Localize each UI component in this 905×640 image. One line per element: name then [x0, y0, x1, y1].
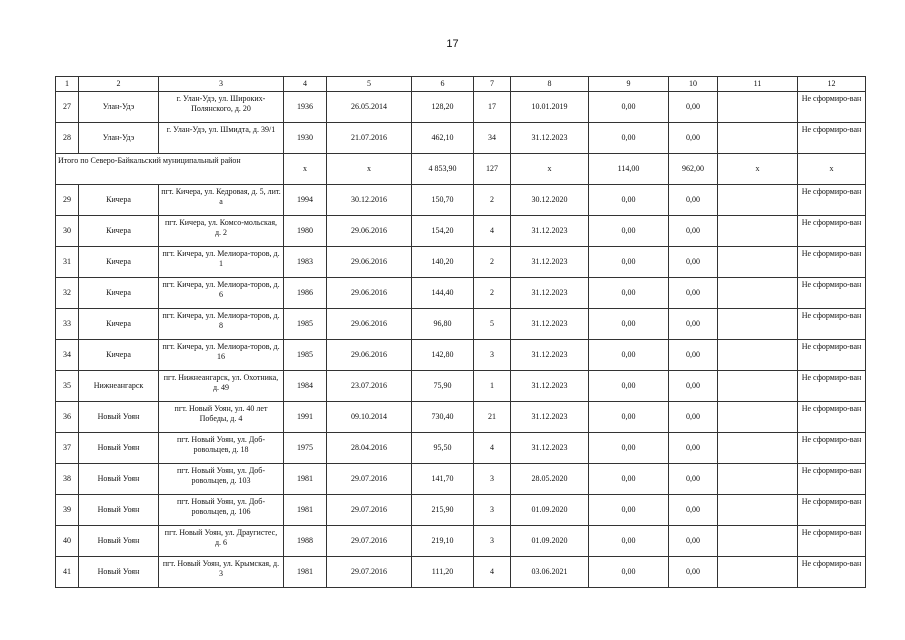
row-number: 27	[56, 92, 79, 123]
column-header: 11	[718, 77, 798, 92]
settlement-cell: Кичера	[79, 309, 159, 340]
settlement-cell: Новый Уоян	[79, 495, 159, 526]
date-cell: 29.06.2016	[327, 340, 412, 371]
subtotal-area: 4 853,90	[412, 154, 474, 185]
year-cell: 1984	[284, 371, 327, 402]
col11-cell	[718, 340, 798, 371]
subtotal-col11: x	[718, 154, 798, 185]
planned-date-cell: 30.12.2020	[511, 185, 589, 216]
residents-cell: 4	[474, 557, 511, 588]
status-cell: Не сформиро-ван	[798, 526, 866, 557]
subtotal-col9: 114,00	[589, 154, 669, 185]
col11-cell	[718, 247, 798, 278]
col9-cell: 0,00	[589, 402, 669, 433]
area-cell: 462,10	[412, 123, 474, 154]
col10-cell: 0,00	[669, 247, 718, 278]
status-cell: Не сформиро-ван	[798, 123, 866, 154]
address-cell: пгт. Нижнеангарск, ул. Охотника, д. 49	[159, 371, 284, 402]
address-cell: пгт. Новый Уоян, ул. Доб-ровольцев, д. 106	[159, 495, 284, 526]
residents-cell: 5	[474, 309, 511, 340]
residents-cell: 21	[474, 402, 511, 433]
date-cell: 29.06.2016	[327, 278, 412, 309]
row-number: 39	[56, 495, 79, 526]
residents-cell: 4	[474, 433, 511, 464]
area-cell: 141,70	[412, 464, 474, 495]
address-cell: г. Улан-Удэ, ул. Широких-Полянского, д. 20	[159, 92, 284, 123]
date-cell: 29.07.2016	[327, 557, 412, 588]
year-cell: 1981	[284, 495, 327, 526]
address-cell: пгт. Новый Уоян, ул. Доб-ровольцев, д. 103	[159, 464, 284, 495]
settlement-cell: Кичера	[79, 185, 159, 216]
area-cell: 215,90	[412, 495, 474, 526]
col11-cell	[718, 185, 798, 216]
area-cell: 95,50	[412, 433, 474, 464]
col10-cell: 0,00	[669, 185, 718, 216]
table-row	[56, 402, 866, 433]
table-row	[56, 247, 866, 278]
area-cell: 144,40	[412, 278, 474, 309]
column-header: 6	[412, 77, 474, 92]
col10-cell: 0,00	[669, 92, 718, 123]
col10-cell: 0,00	[669, 402, 718, 433]
planned-date-cell: 03.06.2021	[511, 557, 589, 588]
table-row	[56, 216, 866, 247]
year-cell: 1991	[284, 402, 327, 433]
address-cell: г. Улан-Удэ, ул. Шмидта, д. 39/1	[159, 123, 284, 154]
col9-cell: 0,00	[589, 557, 669, 588]
col11-cell	[718, 278, 798, 309]
col11-cell	[718, 464, 798, 495]
col10-cell: 0,00	[669, 309, 718, 340]
col11-cell	[718, 309, 798, 340]
column-header: 4	[284, 77, 327, 92]
row-number: 40	[56, 526, 79, 557]
col10-cell: 0,00	[669, 340, 718, 371]
row-number: 34	[56, 340, 79, 371]
year-cell: 1981	[284, 557, 327, 588]
settlement-cell: Нижнеангарск	[79, 371, 159, 402]
status-cell: Не сформиро-ван	[798, 402, 866, 433]
col9-cell: 0,00	[589, 247, 669, 278]
table-row	[56, 309, 866, 340]
status-cell: Не сформиро-ван	[798, 185, 866, 216]
residents-cell: 3	[474, 495, 511, 526]
residents-cell: 2	[474, 247, 511, 278]
year-cell: 1986	[284, 278, 327, 309]
address-cell: пгт. Кичера, ул. Мелиора-торов, д. 16	[159, 340, 284, 371]
col11-cell	[718, 495, 798, 526]
status-cell: Не сформиро-ван	[798, 557, 866, 588]
status-cell: Не сформиро-ван	[798, 464, 866, 495]
year-cell: 1985	[284, 309, 327, 340]
planned-date-cell: 31.12.2023	[511, 371, 589, 402]
date-cell: 29.06.2016	[327, 216, 412, 247]
table-row	[56, 526, 866, 557]
date-cell: 26.05.2014	[327, 92, 412, 123]
settlement-cell: Новый Уоян	[79, 464, 159, 495]
planned-date-cell: 31.12.2023	[511, 402, 589, 433]
col9-cell: 0,00	[589, 495, 669, 526]
address-cell: пгт. Кичера, ул. Мелиора-торов, д. 6	[159, 278, 284, 309]
subtotal-year: x	[284, 154, 327, 185]
year-cell: 1980	[284, 216, 327, 247]
col11-cell	[718, 526, 798, 557]
column-header: 5	[327, 77, 412, 92]
col11-cell	[718, 92, 798, 123]
planned-date-cell: 31.12.2023	[511, 216, 589, 247]
column-header: 2	[79, 77, 159, 92]
settlement-cell: Новый Уоян	[79, 557, 159, 588]
residents-cell: 34	[474, 123, 511, 154]
page-number: 17	[446, 38, 459, 50]
address-cell: пгт. Кичера, ул. Мелиора-торов, д. 1	[159, 247, 284, 278]
planned-date-cell: 31.12.2023	[511, 340, 589, 371]
year-cell: 1985	[284, 340, 327, 371]
col11-cell	[718, 371, 798, 402]
col11-cell	[718, 433, 798, 464]
col10-cell: 0,00	[669, 278, 718, 309]
status-cell: Не сформиро-ван	[798, 92, 866, 123]
planned-date-cell: 01.09.2020	[511, 526, 589, 557]
column-header: 8	[511, 77, 589, 92]
table-row	[56, 92, 866, 123]
col11-cell	[718, 123, 798, 154]
row-number: 32	[56, 278, 79, 309]
residents-cell: 2	[474, 278, 511, 309]
table-row	[56, 557, 866, 588]
col9-cell: 0,00	[589, 309, 669, 340]
address-cell: пгт. Кичера, ул. Мелиора-торов, д. 8	[159, 309, 284, 340]
residents-cell: 17	[474, 92, 511, 123]
status-cell: Не сформиро-ван	[798, 247, 866, 278]
subtotal-people: 127	[474, 154, 511, 185]
col10-cell: 0,00	[669, 371, 718, 402]
date-cell: 30.12.2016	[327, 185, 412, 216]
table-row	[56, 433, 866, 464]
row-number: 37	[56, 433, 79, 464]
col10-cell: 0,00	[669, 433, 718, 464]
table-row	[56, 371, 866, 402]
subtotal-col10: 962,00	[669, 154, 718, 185]
date-cell: 21.07.2016	[327, 123, 412, 154]
status-cell: Не сформиро-ван	[798, 309, 866, 340]
settlement-cell: Новый Уоян	[79, 433, 159, 464]
address-cell: пгт. Кичера, ул. Кедровая, д. 5, лит. а	[159, 185, 284, 216]
planned-date-cell: 31.12.2023	[511, 309, 589, 340]
col10-cell: 0,00	[669, 216, 718, 247]
col9-cell: 0,00	[589, 371, 669, 402]
settlement-cell: Улан-Удэ	[79, 123, 159, 154]
residents-cell: 4	[474, 216, 511, 247]
subtotal-plan-date: x	[511, 154, 589, 185]
area-cell: 140,20	[412, 247, 474, 278]
col9-cell: 0,00	[589, 340, 669, 371]
col9-cell: 0,00	[589, 278, 669, 309]
row-number: 30	[56, 216, 79, 247]
planned-date-cell: 31.12.2023	[511, 278, 589, 309]
residents-cell: 3	[474, 340, 511, 371]
area-cell: 219,10	[412, 526, 474, 557]
col10-cell: 0,00	[669, 464, 718, 495]
table-row	[56, 123, 866, 154]
subtotal-label: Итого по Северо-Байкальский муниципальный район	[56, 154, 284, 185]
column-header: 3	[159, 77, 284, 92]
planned-date-cell: 10.01.2019	[511, 92, 589, 123]
col9-cell: 0,00	[589, 92, 669, 123]
settlement-cell: Улан-Удэ	[79, 92, 159, 123]
status-cell: Не сформиро-ван	[798, 371, 866, 402]
address-cell: пгт. Новый Уоян, ул. Драугистес, д. 6	[159, 526, 284, 557]
year-cell: 1988	[284, 526, 327, 557]
subtotal-date: x	[327, 154, 412, 185]
col9-cell: 0,00	[589, 123, 669, 154]
row-number: 36	[56, 402, 79, 433]
date-cell: 28.04.2016	[327, 433, 412, 464]
date-cell: 29.07.2016	[327, 495, 412, 526]
planned-date-cell: 31.12.2023	[511, 247, 589, 278]
column-header: 9	[589, 77, 669, 92]
col11-cell	[718, 402, 798, 433]
row-number: 41	[56, 557, 79, 588]
col9-cell: 0,00	[589, 526, 669, 557]
row-number: 33	[56, 309, 79, 340]
year-cell: 1936	[284, 92, 327, 123]
subtotal-row	[56, 154, 866, 185]
row-number: 38	[56, 464, 79, 495]
col11-cell	[718, 557, 798, 588]
date-cell: 09.10.2014	[327, 402, 412, 433]
status-cell: Не сформиро-ван	[798, 433, 866, 464]
column-header: 10	[669, 77, 718, 92]
area-cell: 111,20	[412, 557, 474, 588]
col10-cell: 0,00	[669, 526, 718, 557]
col9-cell: 0,00	[589, 464, 669, 495]
settlement-cell: Кичера	[79, 278, 159, 309]
status-cell: Не сформиро-ван	[798, 216, 866, 247]
date-cell: 23.07.2016	[327, 371, 412, 402]
col9-cell: 0,00	[589, 216, 669, 247]
column-number-row	[56, 77, 866, 92]
table-body-main	[56, 185, 866, 588]
date-cell: 29.07.2016	[327, 526, 412, 557]
settlement-cell: Новый Уоян	[79, 526, 159, 557]
area-cell: 128,20	[412, 92, 474, 123]
col9-cell: 0,00	[589, 433, 669, 464]
column-header: 1	[56, 77, 79, 92]
row-number: 35	[56, 371, 79, 402]
table-row	[56, 464, 866, 495]
status-cell: Не сформиро-ван	[798, 278, 866, 309]
date-cell: 29.06.2016	[327, 309, 412, 340]
row-number: 31	[56, 247, 79, 278]
planned-date-cell: 01.09.2020	[511, 495, 589, 526]
residents-cell: 3	[474, 464, 511, 495]
planned-date-cell: 28.05.2020	[511, 464, 589, 495]
settlement-cell: Кичера	[79, 340, 159, 371]
subtotal-body	[56, 154, 866, 185]
row-number: 29	[56, 185, 79, 216]
col10-cell: 0,00	[669, 557, 718, 588]
year-cell: 1994	[284, 185, 327, 216]
area-cell: 154,20	[412, 216, 474, 247]
planned-date-cell: 31.12.2023	[511, 433, 589, 464]
table-row	[56, 278, 866, 309]
date-cell: 29.07.2016	[327, 464, 412, 495]
table-row	[56, 185, 866, 216]
year-cell: 1983	[284, 247, 327, 278]
residents-cell: 1	[474, 371, 511, 402]
address-cell: пгт. Новый Уоян, ул. Доб-ровольцев, д. 18	[159, 433, 284, 464]
col10-cell: 0,00	[669, 495, 718, 526]
area-cell: 730,40	[412, 402, 474, 433]
address-cell: пгт. Новый Уоян, ул. 40 лет Победы, д. 4	[159, 402, 284, 433]
date-cell: 29.06.2016	[327, 247, 412, 278]
table-body-top	[56, 92, 866, 154]
column-header: 7	[474, 77, 511, 92]
year-cell: 1981	[284, 464, 327, 495]
col9-cell: 0,00	[589, 185, 669, 216]
address-cell: пгт. Кичера, ул. Комсо-мольская, д. 2	[159, 216, 284, 247]
housing-register-table	[55, 76, 866, 588]
status-cell: Не сформиро-ван	[798, 340, 866, 371]
year-cell: 1975	[284, 433, 327, 464]
area-cell: 96,80	[412, 309, 474, 340]
settlement-cell: Кичера	[79, 247, 159, 278]
column-header: 12	[798, 77, 866, 92]
planned-date-cell: 31.12.2023	[511, 123, 589, 154]
settlement-cell: Кичера	[79, 216, 159, 247]
area-cell: 142,80	[412, 340, 474, 371]
residents-cell: 3	[474, 526, 511, 557]
settlement-cell: Новый Уоян	[79, 402, 159, 433]
row-number: 28	[56, 123, 79, 154]
col10-cell: 0,00	[669, 123, 718, 154]
year-cell: 1930	[284, 123, 327, 154]
subtotal-status: x	[798, 154, 866, 185]
residents-cell: 2	[474, 185, 511, 216]
status-cell: Не сформиро-ван	[798, 495, 866, 526]
table-row	[56, 495, 866, 526]
area-cell: 150,70	[412, 185, 474, 216]
address-cell: пгт. Новый Уоян, ул. Крымская, д. 3	[159, 557, 284, 588]
area-cell: 75,90	[412, 371, 474, 402]
col11-cell	[718, 216, 798, 247]
table-row	[56, 340, 866, 371]
